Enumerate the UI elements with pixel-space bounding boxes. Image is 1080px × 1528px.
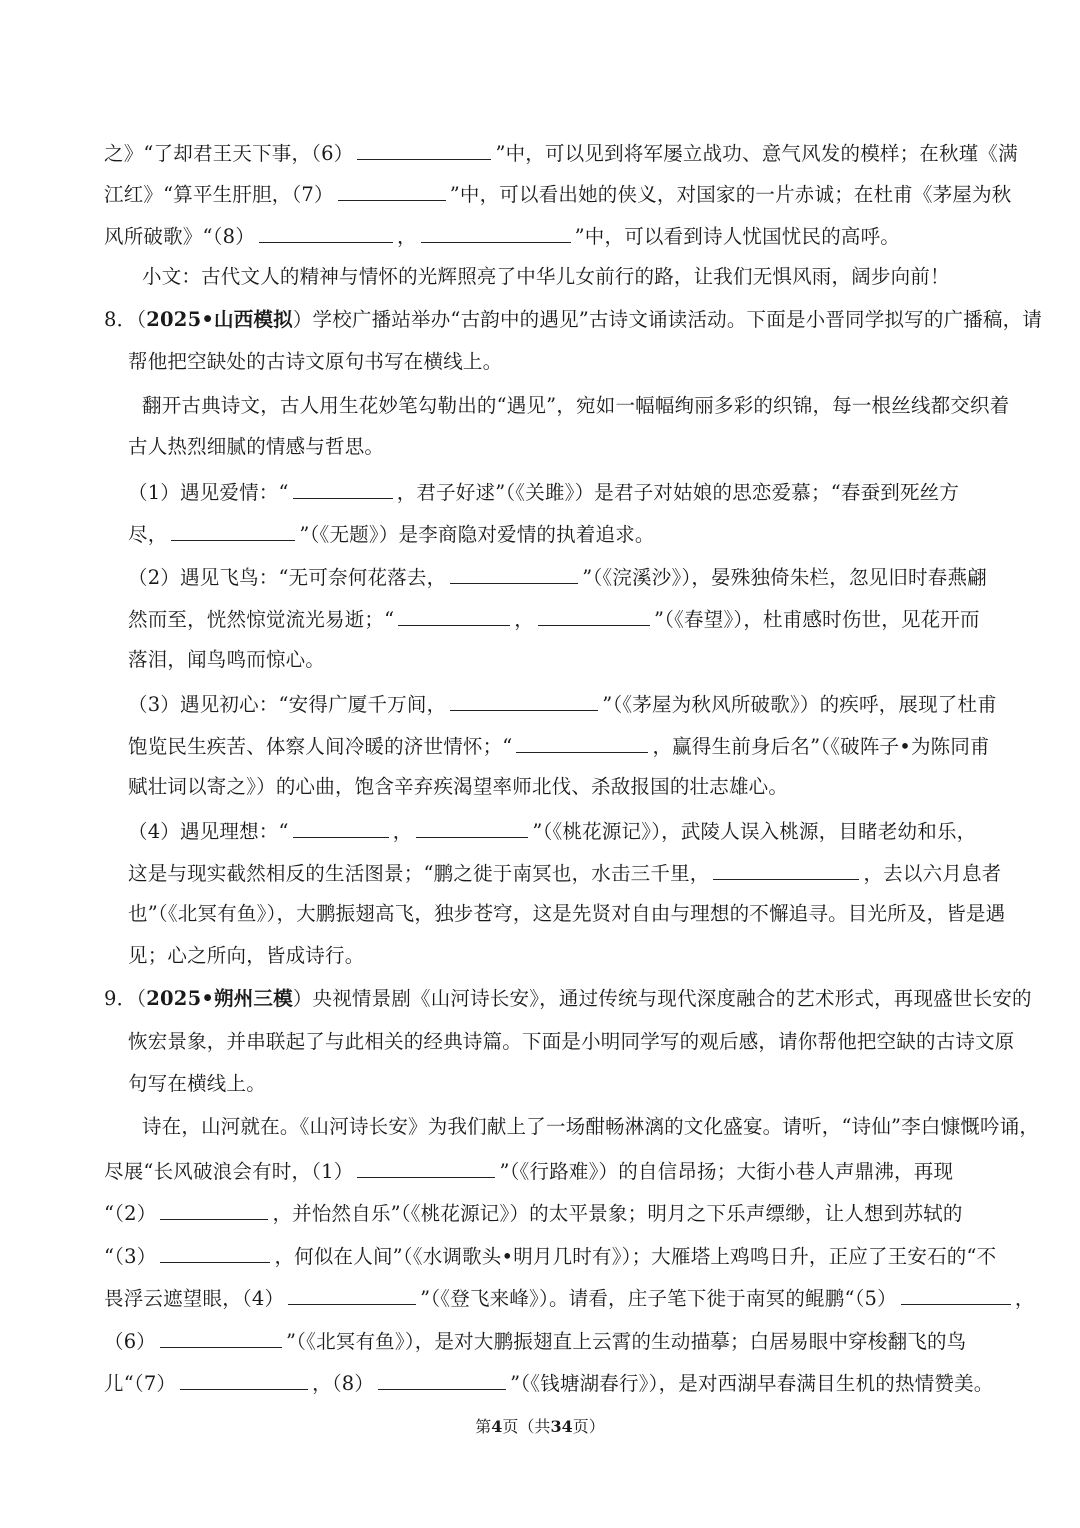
answer-blank[interactable]	[180, 1367, 308, 1390]
text-segment: ”（《行路难》）的自信昂扬；大街小巷人声鼎沸，再现	[499, 1160, 954, 1183]
text-segment: 落泪，闻鸟鸣而惊心。	[128, 648, 326, 671]
text-segment: ”（《登飞来峰》）。请看，庄子笔下徙于南冥的鲲鹏“（5）	[420, 1287, 897, 1310]
answer-blank[interactable]	[450, 688, 598, 711]
text-segment: ，去以六月息者	[863, 862, 1002, 885]
text-line	[128, 857, 1002, 889]
text-segment: 尽，	[128, 523, 168, 546]
text-segment: ，何似在人间”（《水调歌头•明月几时有》）；大雁塔上鸡鸣日升，正应了王安石的“不	[274, 1245, 997, 1268]
text-segment: “（3）	[104, 1245, 157, 1268]
text-line	[142, 391, 1010, 421]
footer-suffix: 页）	[572, 1417, 605, 1436]
text-segment: ”（《北冥有鱼》），是对大鹏振翅直上云霄的生动描摹；白居易眼中穿梭翻飞的鸟	[286, 1330, 967, 1353]
text-line	[104, 220, 984, 252]
text-segment: 赋壮词以寄之》）的心曲，饱含辛弃疾渴望率师北伐、杀敌报国的壮志雄心。	[128, 775, 789, 798]
text-segment: 这是与现实截然相反的生活图景；“鹏之徙于南冥也，水击三千里，	[128, 862, 710, 885]
answer-blank[interactable]	[259, 220, 393, 243]
text-segment: （2）遇见飞鸟：“无可奈何花落去，	[128, 566, 447, 589]
text-segment: 诗在，山河就在。《山河诗长安》为我们献上了一场酣畅淋漓的文化盛宴。请听，“诗仙”李白慷慨吟诵，	[142, 1115, 1040, 1138]
text-segment: 之》“了却君王天下事，（6）	[104, 142, 354, 165]
text-segment: 句写在横线上。	[128, 1072, 266, 1095]
text-segment: 然而至，恍然惊觉流光易逝；“	[128, 608, 395, 631]
text-segment: 小文：古代文人的精神与情怀的光辉照亮了中华儿女前行的路，让我们无惧风雨，阔步向前！	[142, 265, 950, 288]
answer-blank[interactable]	[398, 603, 510, 626]
source-tag: 2025•山西模拟	[146, 308, 293, 331]
page-footer	[0, 1414, 1080, 1437]
text-segment: （3）遇见初心：“安得广厦千万间，	[128, 693, 447, 716]
text-segment: ）学校广播站举办“古韵中的遇见”古诗文诵读活动。下面是小晋同学拟写的广播稿，请	[292, 308, 1043, 331]
text-segment: 9．（	[104, 987, 147, 1010]
footer-prefix: 第	[475, 1417, 492, 1436]
answer-blank[interactable]	[288, 1282, 416, 1305]
text-segment: 也”（《北冥有鱼》），大鹏振翅高飞，独步苍穹，这是先贤对自由与理想的不懈追寻。目光所及，皆是遇	[128, 902, 1006, 925]
text-segment: 见；心之所向，皆成诗行。	[128, 944, 365, 967]
answer-blank[interactable]	[901, 1282, 1011, 1305]
text-line	[128, 476, 980, 508]
text-segment: ”（《浣溪沙》），晏殊独倚朱栏，忽见旧时春燕翩	[582, 566, 987, 589]
answer-blank[interactable]	[713, 857, 859, 880]
text-line	[104, 1155, 984, 1187]
text-line	[128, 518, 980, 550]
text-segment: 风所破歌》“（8）	[104, 225, 255, 248]
text-line	[104, 1240, 997, 1272]
text-segment: ，（8）	[312, 1372, 375, 1395]
text-line	[104, 178, 1012, 210]
text-segment: ”（《茅屋为秋风所破歌》）的疾呼，展现了杜甫	[602, 693, 997, 716]
text-segment: ，君子好逑”（《关雎》）是君子对姑娘的思恋爱慕；“春蚕到死丝方	[396, 481, 960, 504]
answer-blank[interactable]	[357, 137, 491, 160]
text-segment: 畏浮云遮望眼，（4）	[104, 1287, 285, 1310]
text-segment: ，	[396, 225, 417, 248]
text-line	[104, 1197, 984, 1229]
text-line	[128, 347, 980, 377]
answer-blank[interactable]	[160, 1197, 268, 1220]
text-segment: ，	[1014, 1287, 1035, 1310]
answer-blank[interactable]	[538, 603, 650, 626]
answer-blank[interactable]	[357, 1155, 495, 1178]
question-9-header	[104, 984, 1032, 1014]
text-segment: ”（《无题》）是李商隐对爱情的执着追求。	[299, 523, 655, 546]
text-line	[128, 603, 980, 635]
text-segment: 8．（	[104, 308, 147, 331]
text-segment: 帮他把空缺处的古诗文原句书写在横线上。	[128, 350, 503, 373]
text-segment: ）央视情景剧《山河诗长安》，通过传统与现代深度融合的艺术形式，再现盛世长安的	[292, 987, 1032, 1010]
text-segment: 饱览民生疾苦、体察人间冷暖的济世情怀；“	[128, 735, 513, 758]
answer-blank[interactable]	[293, 476, 393, 499]
answer-blank[interactable]	[421, 220, 571, 243]
text-segment: （1）遇见爱情：“	[128, 481, 289, 504]
text-line	[128, 561, 987, 593]
text-line	[128, 815, 980, 847]
text-line	[128, 432, 980, 462]
text-segment: 江红》“算平生肝胆，（7）	[104, 183, 334, 206]
answer-blank[interactable]	[416, 815, 528, 838]
text-segment: ”（《春望》），杜甫感时伤世，见花开而	[653, 608, 980, 631]
answer-blank[interactable]	[160, 1240, 270, 1263]
text-line	[128, 688, 997, 720]
text-segment: ，并怡然自乐”（《桃花源记》）的太平景象；明月之下乐声缥缈，让人想到苏轼的	[272, 1202, 963, 1225]
total-pages: 34	[550, 1417, 573, 1436]
question-8-header	[104, 305, 1043, 335]
answer-blank[interactable]	[338, 178, 446, 201]
text-line	[128, 941, 980, 971]
text-segment: ”（《钱塘湖春行》），是对西湖早春满目生机的热情赞美。	[510, 1372, 994, 1395]
text-segment: ，	[514, 608, 534, 631]
text-segment: ，	[392, 820, 413, 843]
text-line	[104, 137, 1018, 169]
source-tag: 2025•朔州三模	[146, 987, 293, 1010]
text-line	[104, 1282, 1035, 1314]
answer-blank[interactable]	[171, 518, 295, 541]
text-line	[104, 1325, 984, 1357]
text-line	[104, 1367, 994, 1399]
text-line	[142, 1112, 1040, 1142]
text-line	[128, 1027, 1015, 1057]
answer-blank[interactable]	[160, 1325, 282, 1348]
text-segment: ”中，可以看到诗人忧国忧民的高呼。	[574, 225, 901, 248]
text-segment: 儿“（7）	[104, 1372, 177, 1395]
text-segment: ”（《桃花源记》），武陵人误入桃源，目睹老幼和乐，	[532, 820, 977, 843]
text-segment: ”中，可以看出她的侠义，对国家的一片赤诚；在杜甫《茅屋为秋	[449, 183, 1012, 206]
answer-blank[interactable]	[516, 730, 648, 753]
text-segment: 恢宏景象，并串联起了与此相关的经典诗篇。下面是小明同学写的观后感，请你帮他把空缺的古诗文原	[128, 1030, 1015, 1053]
text-line	[128, 772, 980, 802]
text-segment: “（2）	[104, 1202, 157, 1225]
text-segment: ，赢得生前身后名”（《破阵子•为陈同甫	[652, 735, 990, 758]
text-line	[128, 899, 1006, 929]
text-segment: 古人热烈细腻的情感与哲思。	[128, 435, 385, 458]
page-number: 4	[491, 1417, 503, 1436]
text-segment: （6）	[104, 1330, 157, 1353]
footer-middle: 页（共	[502, 1417, 551, 1436]
text-line	[128, 645, 980, 675]
text-segment: ”中，可以见到将军屡立战功、意气风发的模样；在秋瑾《满	[495, 142, 1018, 165]
answer-blank[interactable]	[293, 815, 389, 838]
answer-blank[interactable]	[450, 561, 578, 584]
text-segment: （4）遇见理想：“	[128, 820, 289, 843]
text-line	[142, 262, 982, 292]
text-line	[128, 1069, 980, 1099]
text-segment: 尽展“长风破浪会有时，（1）	[104, 1160, 354, 1183]
answer-blank[interactable]	[378, 1367, 506, 1390]
text-segment: 翻开古典诗文，古人用生花妙笔勾勒出的“遇见”，宛如一幅幅绚丽多彩的织锦，每一根丝线都交织着	[142, 394, 1010, 417]
text-line	[128, 730, 990, 762]
